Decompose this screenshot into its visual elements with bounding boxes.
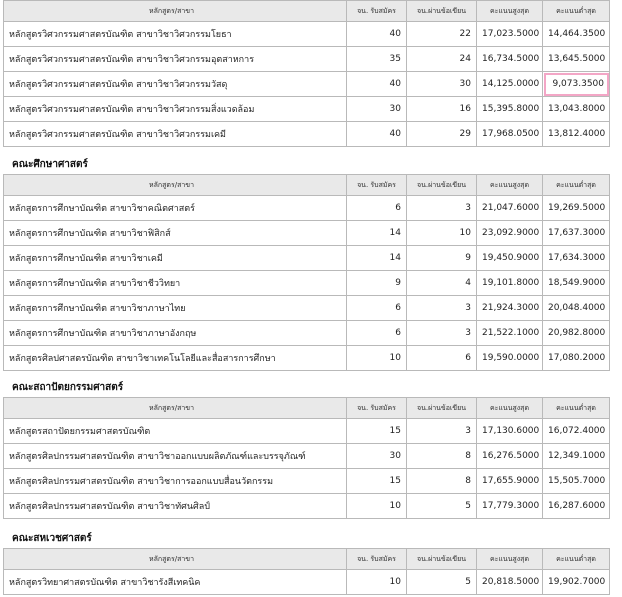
table-row xyxy=(4,97,610,122)
header-program: หลักสูตร/สาขา xyxy=(4,1,347,22)
max-score-cell: 21,522.1000 xyxy=(477,321,543,346)
header-max-score: คะแนนสูงสุด xyxy=(477,398,543,419)
header-passed: จน.ผ่านข้อเขียน xyxy=(407,549,477,570)
header-seats: จน. รับสมัคร xyxy=(347,549,407,570)
seats-cell: 30 xyxy=(347,444,407,469)
program-cell: หลักสูตรศิลปกรรมศาสตรบัณฑิต สาขาวิชาออกแบบผลิตภัณฑ์และบรรจุภัณฑ์ xyxy=(4,444,347,469)
max-score-cell: 14,125.0000 xyxy=(477,72,543,97)
min-score-cell: 16,072.4000 xyxy=(543,419,610,444)
passed-cell: 5 xyxy=(407,570,477,595)
score-table xyxy=(3,174,610,371)
seats-cell: 10 xyxy=(347,570,407,595)
table-row xyxy=(4,444,610,469)
faculty-heading: คณะศึกษาศาสตร์ xyxy=(12,159,88,170)
seats-cell: 40 xyxy=(347,22,407,47)
header-min-score: คะแนนต่ำสุด xyxy=(543,398,610,419)
table-header-row xyxy=(4,1,610,22)
highlighted-min-score-cell: 9,073.3500 xyxy=(543,72,610,97)
table-row xyxy=(4,22,610,47)
header-passed: จน.ผ่านข้อเขียน xyxy=(407,1,477,22)
seats-cell: 15 xyxy=(347,419,407,444)
min-score-cell: 12,349.1000 xyxy=(543,444,610,469)
max-score-cell: 17,130.6000 xyxy=(477,419,543,444)
max-score-cell: 15,395.8000 xyxy=(477,97,543,122)
program-cell: หลักสูตรศิลปกรรมศาสตรบัณฑิต สาขาวิชาทัศนศิลป์ xyxy=(4,494,347,519)
header-passed: จน.ผ่านข้อเขียน xyxy=(407,175,477,196)
min-score-cell: 20,982.8000 xyxy=(543,321,610,346)
program-cell: หลักสูตรศิลปศาสตรบัณฑิต สาขาวิชาเทคโนโลยีและสื่อสารการศึกษา xyxy=(4,346,347,371)
seats-cell: 14 xyxy=(347,246,407,271)
header-min-score: คะแนนต่ำสุด xyxy=(543,175,610,196)
header-program: หลักสูตร/สาขา xyxy=(4,175,347,196)
program-cell: หลักสูตรการศึกษาบัณฑิต สาขาวิชาฟิสิกส์ xyxy=(4,221,347,246)
header-max-score: คะแนนสูงสุด xyxy=(477,1,543,22)
passed-cell: 6 xyxy=(407,346,477,371)
max-score-cell: 17,655.9000 xyxy=(477,469,543,494)
min-score-cell: 13,812.4000 xyxy=(543,122,610,147)
max-score-cell: 20,818.5000 xyxy=(477,570,543,595)
seats-cell: 6 xyxy=(347,296,407,321)
seats-cell: 6 xyxy=(347,321,407,346)
passed-cell: 16 xyxy=(407,97,477,122)
min-score-cell: 15,505.7000 xyxy=(543,469,610,494)
table-row xyxy=(4,469,610,494)
min-score-cell: 14,464.3500 xyxy=(543,22,610,47)
seats-cell: 40 xyxy=(347,122,407,147)
table-row xyxy=(4,196,610,221)
passed-cell: 3 xyxy=(407,196,477,221)
seats-cell: 10 xyxy=(347,494,407,519)
seats-cell: 10 xyxy=(347,346,407,371)
seats-cell: 40 xyxy=(347,72,407,97)
header-max-score: คะแนนสูงสุด xyxy=(477,175,543,196)
seats-cell: 30 xyxy=(347,97,407,122)
min-score-cell: 17,637.3000 xyxy=(543,221,610,246)
program-cell: หลักสูตรวิศวกรรมศาสตรบัณฑิต สาขาวิชาวิศวกรรมอุตสาหการ xyxy=(4,47,347,72)
passed-cell: 3 xyxy=(407,296,477,321)
seats-cell: 35 xyxy=(347,47,407,72)
min-score-cell: 13,043.8000 xyxy=(543,97,610,122)
score-table xyxy=(3,548,610,595)
passed-cell: 4 xyxy=(407,271,477,296)
program-cell: หลักสูตรวิศวกรรมศาสตรบัณฑิต สาขาวิชาวิศวกรรมเคมี xyxy=(4,122,347,147)
faculty-heading: คณะสหเวชศาสตร์ xyxy=(12,533,92,544)
passed-cell: 3 xyxy=(407,321,477,346)
min-score-cell: 16,287.6000 xyxy=(543,494,610,519)
program-cell: หลักสูตรการศึกษาบัณฑิต สาขาวิชาชีววิทยา xyxy=(4,271,347,296)
program-cell: หลักสูตรการศึกษาบัณฑิต สาขาวิชาภาษาไทย xyxy=(4,296,347,321)
passed-cell: 8 xyxy=(407,444,477,469)
program-cell: หลักสูตรการศึกษาบัณฑิต สาขาวิชาภาษาอังกฤษ xyxy=(4,321,347,346)
table-header-row xyxy=(4,549,610,570)
table-row xyxy=(4,271,610,296)
passed-cell: 10 xyxy=(407,221,477,246)
table-row xyxy=(4,122,610,147)
min-score-cell: 13,645.5000 xyxy=(543,47,610,72)
program-cell: หลักสูตรวิศวกรรมศาสตรบัณฑิต สาขาวิชาวิศวกรรมวัสดุ xyxy=(4,72,347,97)
max-score-cell: 23,092.9000 xyxy=(477,221,543,246)
max-score-cell: 19,590.0000 xyxy=(477,346,543,371)
program-cell: หลักสูตรวิทยาศาสตรบัณฑิต สาขาวิชารังสีเทคนิค xyxy=(4,570,347,595)
passed-cell: 30 xyxy=(407,72,477,97)
max-score-cell: 16,734.5000 xyxy=(477,47,543,72)
table-row xyxy=(4,47,610,72)
header-program: หลักสูตร/สาขา xyxy=(4,549,347,570)
program-cell: หลักสูตรศิลปกรรมศาสตรบัณฑิต สาขาวิชาการออกแบบสื่อนวัตกรรม xyxy=(4,469,347,494)
min-score-cell: 19,269.5000 xyxy=(543,196,610,221)
table-row xyxy=(4,296,610,321)
table-header-row xyxy=(4,398,610,419)
header-seats: จน. รับสมัคร xyxy=(347,1,407,22)
header-min-score: คะแนนต่ำสุด xyxy=(543,1,610,22)
score-table xyxy=(3,397,610,519)
min-score-cell: 17,080.2000 xyxy=(543,346,610,371)
max-score-cell: 16,276.5000 xyxy=(477,444,543,469)
header-seats: จน. รับสมัคร xyxy=(347,175,407,196)
table-header-row xyxy=(4,175,610,196)
table-row xyxy=(4,72,610,97)
max-score-cell: 17,779.3000 xyxy=(477,494,543,519)
program-cell: หลักสูตรสถาปัตยกรรมศาสตรบัณฑิต xyxy=(4,419,347,444)
header-max-score: คะแนนสูงสุด xyxy=(477,549,543,570)
program-cell: หลักสูตรวิศวกรรมศาสตรบัณฑิต สาขาวิชาวิศวกรรมสิ่งแวดล้อม xyxy=(4,97,347,122)
passed-cell: 9 xyxy=(407,246,477,271)
max-score-cell: 17,023.5000 xyxy=(477,22,543,47)
header-seats: จน. รับสมัคร xyxy=(347,398,407,419)
program-cell: หลักสูตรวิศวกรรมศาสตรบัณฑิต สาขาวิชาวิศวกรรมโยธา xyxy=(4,22,347,47)
seats-cell: 9 xyxy=(347,271,407,296)
header-min-score: คะแนนต่ำสุด xyxy=(543,549,610,570)
passed-cell: 5 xyxy=(407,494,477,519)
table-row xyxy=(4,221,610,246)
seats-cell: 14 xyxy=(347,221,407,246)
program-cell: หลักสูตรการศึกษาบัณฑิต สาขาวิชาเคมี xyxy=(4,246,347,271)
table-row xyxy=(4,494,610,519)
min-score-cell: 18,549.9000 xyxy=(543,271,610,296)
max-score-cell: 19,101.8000 xyxy=(477,271,543,296)
passed-cell: 3 xyxy=(407,419,477,444)
table-row xyxy=(4,246,610,271)
passed-cell: 22 xyxy=(407,22,477,47)
min-score-cell: 20,048.4000 xyxy=(543,296,610,321)
table-row xyxy=(4,346,610,371)
passed-cell: 8 xyxy=(407,469,477,494)
faculty-heading: คณะสถาปัตยกรรมศาสตร์ xyxy=(12,382,124,393)
table-row xyxy=(4,321,610,346)
max-score-cell: 17,968.0500 xyxy=(477,122,543,147)
score-table xyxy=(3,0,610,147)
min-score-cell: 19,902.7000 xyxy=(543,570,610,595)
max-score-cell: 21,924.3000 xyxy=(477,296,543,321)
seats-cell: 6 xyxy=(347,196,407,221)
program-cell: หลักสูตรการศึกษาบัณฑิต สาขาวิชาคณิตศาสตร์ xyxy=(4,196,347,221)
max-score-cell: 21,047.6000 xyxy=(477,196,543,221)
min-score-cell: 17,634.3000 xyxy=(543,246,610,271)
max-score-cell: 19,450.9000 xyxy=(477,246,543,271)
header-passed: จน.ผ่านข้อเขียน xyxy=(407,398,477,419)
header-program: หลักสูตร/สาขา xyxy=(4,398,347,419)
seats-cell: 15 xyxy=(347,469,407,494)
table-row xyxy=(4,570,610,595)
table-row xyxy=(4,419,610,444)
passed-cell: 24 xyxy=(407,47,477,72)
passed-cell: 29 xyxy=(407,122,477,147)
